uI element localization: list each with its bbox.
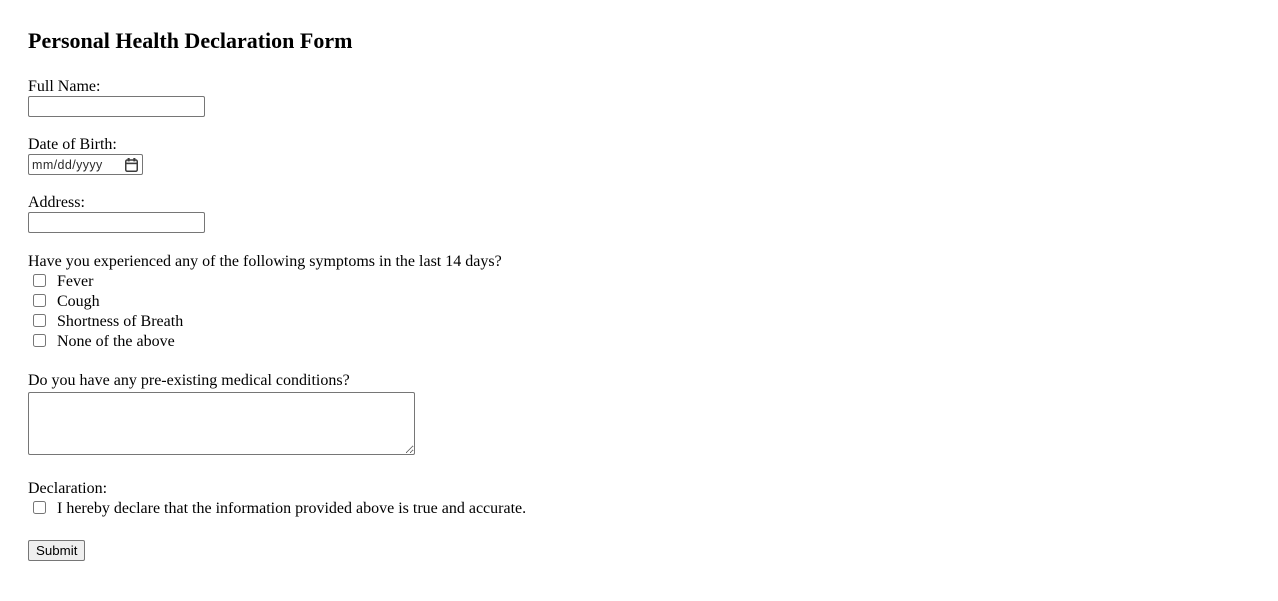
declaration-label: Declaration: (28, 480, 108, 498)
full-name-label: Full Name: (28, 78, 101, 96)
declaration-option[interactable] (28, 499, 1278, 519)
address-input[interactable] (28, 212, 205, 233)
symptom-label-fever: Fever (57, 273, 94, 291)
full-name-input[interactable] (28, 96, 205, 117)
calendar-icon[interactable] (125, 158, 138, 172)
symptom-checkbox-none[interactable] (33, 334, 46, 347)
symptom-label-none: None of the above (57, 333, 175, 351)
symptom-checkbox-fever[interactable] (33, 274, 46, 287)
symptom-option-shortness-of-breath[interactable] (28, 312, 1278, 332)
address-field-group (28, 194, 1278, 233)
submit-button[interactable]: Submit (28, 540, 85, 561)
symptoms-group (28, 252, 1278, 352)
symptom-checkbox-shortness-of-breath[interactable] (33, 314, 46, 327)
declaration-checkbox[interactable] (33, 501, 46, 514)
declaration-statement: I hereby declare that the information provided above is true and accurate. (57, 500, 527, 518)
dob-label: Date of Birth: (28, 136, 117, 154)
symptoms-question: Have you experienced any of the following symptoms in the last 14 days? (28, 253, 502, 271)
dob-field-group (28, 136, 1278, 175)
symptom-label-cough: Cough (57, 293, 100, 311)
symptom-option-cough[interactable] (28, 292, 1278, 312)
page-title: Personal Health Declaration Form (28, 28, 353, 53)
symptom-checkbox-cough[interactable] (33, 294, 46, 307)
address-label: Address: (28, 194, 85, 212)
declaration-group (28, 479, 1278, 519)
symptom-option-fever[interactable] (28, 272, 1278, 292)
dob-input[interactable] (28, 154, 143, 175)
conditions-field-group (28, 371, 1278, 460)
symptom-option-none[interactable] (28, 332, 1278, 352)
conditions-question: Do you have any pre-existing medical conditions? (28, 372, 350, 390)
conditions-textarea[interactable] (28, 392, 415, 455)
symptom-label-shortness-of-breath: Shortness of Breath (57, 313, 184, 331)
full-name-field-group (28, 78, 1278, 117)
dob-placeholder: mm/dd/yyyy (32, 157, 103, 172)
